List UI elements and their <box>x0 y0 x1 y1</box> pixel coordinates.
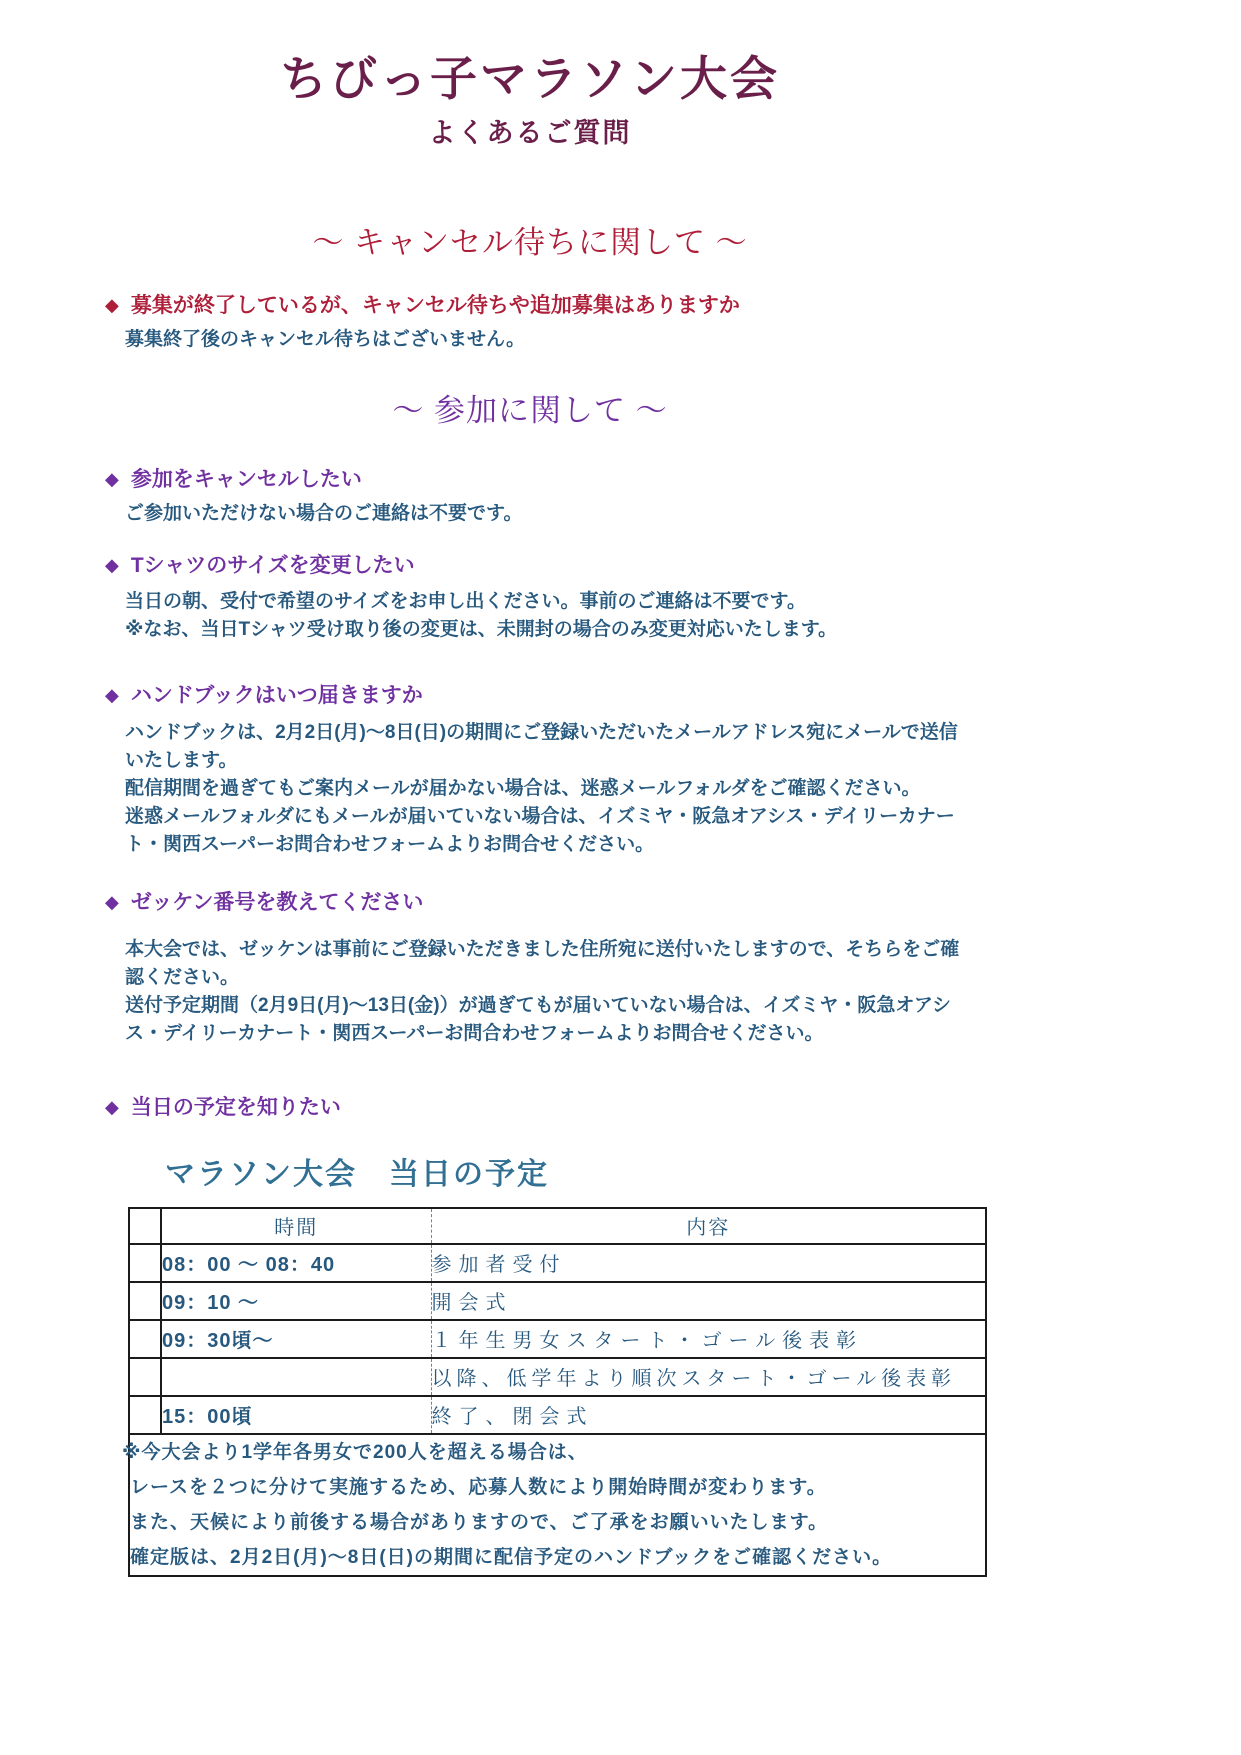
faq-answer-tshirt-size <box>105 588 960 644</box>
faq-question-text: Tシャツのサイズを変更したい <box>130 553 415 577</box>
time-cell <box>161 1358 431 1396</box>
answer-line: 本大会では、ゼッケンは事前にご登録いただきました住所宛に送付いたしますので、そちらをご確認ください。 <box>125 938 960 988</box>
answer-line: 募集終了後のキャンセル待ちはございません。 <box>125 328 526 350</box>
note-line: 確定版は、2月2日(月)～8日(日)の期間に配信予定のハンドブックをご確認ください。 <box>130 1546 893 1568</box>
note-line: ※今大会より1学年各男女で200人を超える場合は、 <box>122 1441 588 1463</box>
time-cell: 08：00 ～ 08：40 <box>161 1244 431 1282</box>
index-column-header <box>129 1208 161 1244</box>
column-header-time: 時間 <box>161 1208 431 1244</box>
schedule-row <box>129 1396 986 1434</box>
page-subtitle: よくあるご質問 <box>428 117 632 148</box>
note-line: レースを２つに分けて実施するため、応募人数により開始時間が変わります。 <box>130 1476 827 1498</box>
faq-question-text: 募集が終了しているが、キャンセル待ちや追加募集はありますか <box>130 293 740 317</box>
content-cell: 参加者受付 <box>431 1244 986 1282</box>
content-cell: 以降、低学年より順次スタート・ゴール後表彰 <box>431 1358 986 1396</box>
answer-line: ※なお、当日Tシャツ受け取り後の変更は、未開封の場合のみ変更対応いたします。 <box>125 618 838 640</box>
schedule-table <box>122 1207 987 1577</box>
schedule-row <box>129 1282 986 1320</box>
diamond-bullet-icon: ◆ <box>105 684 119 705</box>
schedule-notes <box>122 1435 985 1575</box>
answer-line: ご参加いただけない場合のご連絡は不要です。 <box>125 502 523 524</box>
page-title: ちびっ子マラソン大会 <box>280 52 780 105</box>
diamond-bullet-icon: ◆ <box>105 468 119 489</box>
faq-question-tshirt-size <box>105 552 985 579</box>
schedule-row <box>129 1244 986 1282</box>
answer-line: ハンドブックは、2月2日(月)～8日(日)の期間にご登録いただいたメールアドレス宛にメールで送信いたします。 <box>125 721 958 771</box>
faq-question-text: 当日の予定を知りたい <box>130 1095 341 1119</box>
faq-question-day-schedule <box>105 1094 985 1121</box>
content-cell: 終了、閉会式 <box>431 1396 986 1434</box>
faq-answer-cancel-wait <box>105 326 960 354</box>
answer-line: 送付予定期間（2月9日(月)～13日(金)）が過ぎてもが届いていない場合は、イズミヤ・阪急オアシス・デイリーカナート・関西スーパーお問合わせフォームよりお問合せください。 <box>125 994 952 1044</box>
faq-question-text: ゼッケン番号を教えてください <box>130 890 424 914</box>
diamond-bullet-icon: ◆ <box>105 891 119 912</box>
note-line: また、天候により前後する場合がありますので、ご了承をお願いいたします。 <box>130 1511 829 1533</box>
faq-question-cancel-wait <box>105 292 985 319</box>
schedule-header-row <box>129 1208 986 1244</box>
diamond-bullet-icon: ◆ <box>105 554 119 575</box>
faq-answer-cancel-entry <box>105 500 960 528</box>
faq-question-text: ハンドブックはいつ届きますか <box>130 683 423 707</box>
diamond-bullet-icon: ◆ <box>105 294 119 315</box>
section-heading-participation: ～ 参加に関して ～ <box>392 392 668 428</box>
content-cell: 開会式 <box>431 1282 986 1320</box>
answer-line: 配信期間を過ぎてもご案内メールが届かない場合は、迷惑メールフォルダをご確認ください。 <box>125 777 921 799</box>
faq-answer-handbook <box>105 719 960 859</box>
schedule-row <box>129 1358 986 1396</box>
faq-answer-bib-number <box>105 936 960 1048</box>
time-cell: 09：10 ～ <box>161 1282 431 1320</box>
schedule-title: マラソン大会 当日の予定 <box>165 1157 549 1191</box>
answer-line: 当日の朝、受付で希望のサイズをお申し出ください。事前のご連絡は不要です。 <box>125 590 806 612</box>
faq-question-text: 参加をキャンセルしたい <box>130 467 362 491</box>
column-header-content: 内容 <box>431 1208 986 1244</box>
time-cell: 15：00頃 <box>161 1396 431 1434</box>
time-cell: 09：30頃～ <box>161 1320 431 1358</box>
faq-question-cancel-entry <box>105 466 985 493</box>
faq-question-handbook <box>105 682 985 709</box>
faq-question-bib-number <box>105 889 985 916</box>
schedule-row <box>129 1320 986 1358</box>
schedule-notes-row <box>129 1434 986 1576</box>
diamond-bullet-icon: ◆ <box>105 1096 119 1117</box>
section-heading-cancel-wait: ～ キャンセル待ちに関して ～ <box>312 224 748 260</box>
answer-line: 迷惑メールフォルダにもメールが届いていない場合は、イズミヤ・阪急オアシス・デイリーカナート・関西スーパーお問合わせフォームよりお問合せください。 <box>125 805 955 855</box>
content-cell: １年生男女スタート・ゴール後表彰 <box>431 1320 986 1358</box>
